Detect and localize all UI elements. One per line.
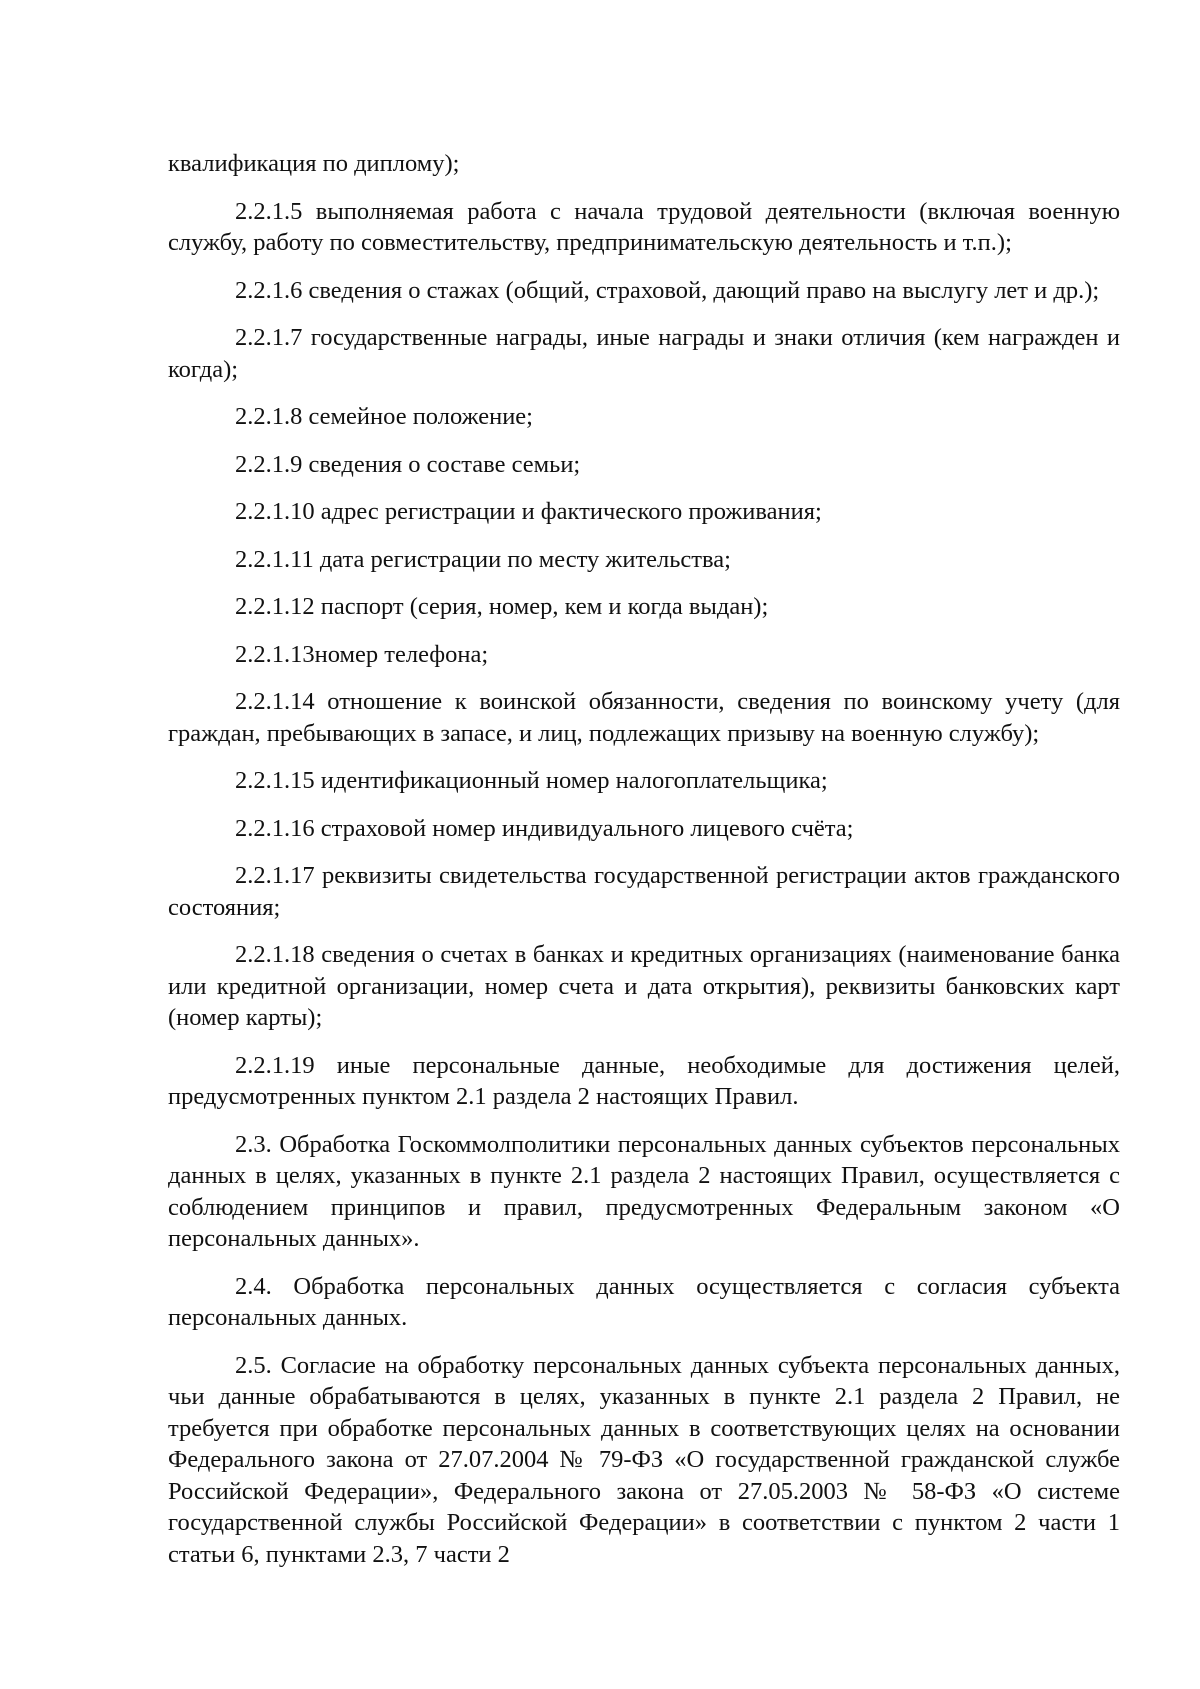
paragraph-2-2-1-8: 2.2.1.8 семейное положение;	[235, 403, 533, 430]
paragraph-2-2-1-19: 2.2.1.19 иные персональные данные, необходимые для достижения целей, предусмотренных пунктом 2.1 раздела 2 настоящих Правил.	[168, 1051, 1120, 1110]
paragraph-diploma-qualification: квалификация по диплому);	[168, 150, 460, 177]
document-body	[168, 148, 1120, 1570]
paragraph-2-2-1-15: 2.2.1.15 идентификационный номер налогоплательщика;	[235, 767, 828, 794]
paragraph-2-2-1-14: 2.2.1.14 отношение к воинской обязанности, сведения по воинскому учету (для граждан, пребывающих в запасе, и лиц, подлежащих призыву на военную службу);	[168, 688, 1120, 747]
paragraph-2-4: 2.4. Обработка персональных данных осуществляется с согласия субъекта персональных данных.	[168, 1272, 1120, 1331]
paragraph-2-2-1-12: 2.2.1.12 паспорт (серия, номер, кем и когда выдан);	[235, 593, 769, 620]
paragraph-2-2-1-18: 2.2.1.18 сведения о счетах в банках и кредитных организациях (наименование банка или кредитной организации, номер счета и дата открытия), реквизиты банковских карт (номер карты);	[168, 941, 1120, 1031]
paragraph-2-2-1-7: 2.2.1.7 государственные награды, иные награды и знаки отличия (кем награжден и когда);	[168, 324, 1120, 383]
paragraph-2-2-1-11: 2.2.1.11 дата регистрации по месту жительства;	[235, 545, 731, 573]
paragraph-2-5: 2.5. Согласие на обработку персональных данных субъекта персональных данных, чьи данные обрабатываются в целях, указанных в пункте 2.1 раздела 2 Правил, не требуется при обработке персональных данных в соответствующих целях на основании Федерального закона от 27.07.2004 № 79-ФЗ «О государственной гражданской службе Российской Федерации», Федерального закона от 27.05.2003 № 58-ФЗ «О системе государственной службы Российской Федерации» в соответствии с пунктом 2 части 1 статьи 6, пунктами 2.3, 7 части 2	[168, 1351, 1120, 1568]
paragraph-2-2-1-6: 2.2.1.6 сведения о стажах (общий, страховой, дающий право на выслугу лет и др.);	[235, 276, 1100, 304]
paragraph-2-2-1-16: 2.2.1.16 страховой номер индивидуального лицевого счёта;	[235, 814, 854, 842]
paragraph-2-2-1-13: 2.2.1.13номер телефона;	[235, 640, 489, 668]
paragraph-2-2-1-10: 2.2.1.10 адрес регистрации и фактического проживания;	[235, 498, 822, 525]
paragraph-2-2-1-17: 2.2.1.17 реквизиты свидетельства государственной регистрации актов гражданского состояния;	[168, 862, 1120, 921]
paragraph-2-2-1-9: 2.2.1.9 сведения о составе семьи;	[235, 450, 581, 478]
paragraph-2-2-1-5: 2.2.1.5 выполняемая работа с начала трудовой деятельности (включая военную службу, работу по совместительству, предпринимательскую деятельность и т.п.);	[168, 197, 1120, 256]
paragraph-2-3: 2.3. Обработка Госкоммолполитики персональных данных субъектов персональных данных в целях, указанных в пункте 2.1 раздела 2 настоящих Правил, осуществляется с соблюдением принципов и правил, предусмотренных Федеральным законом «О персональных данных».	[168, 1130, 1120, 1252]
